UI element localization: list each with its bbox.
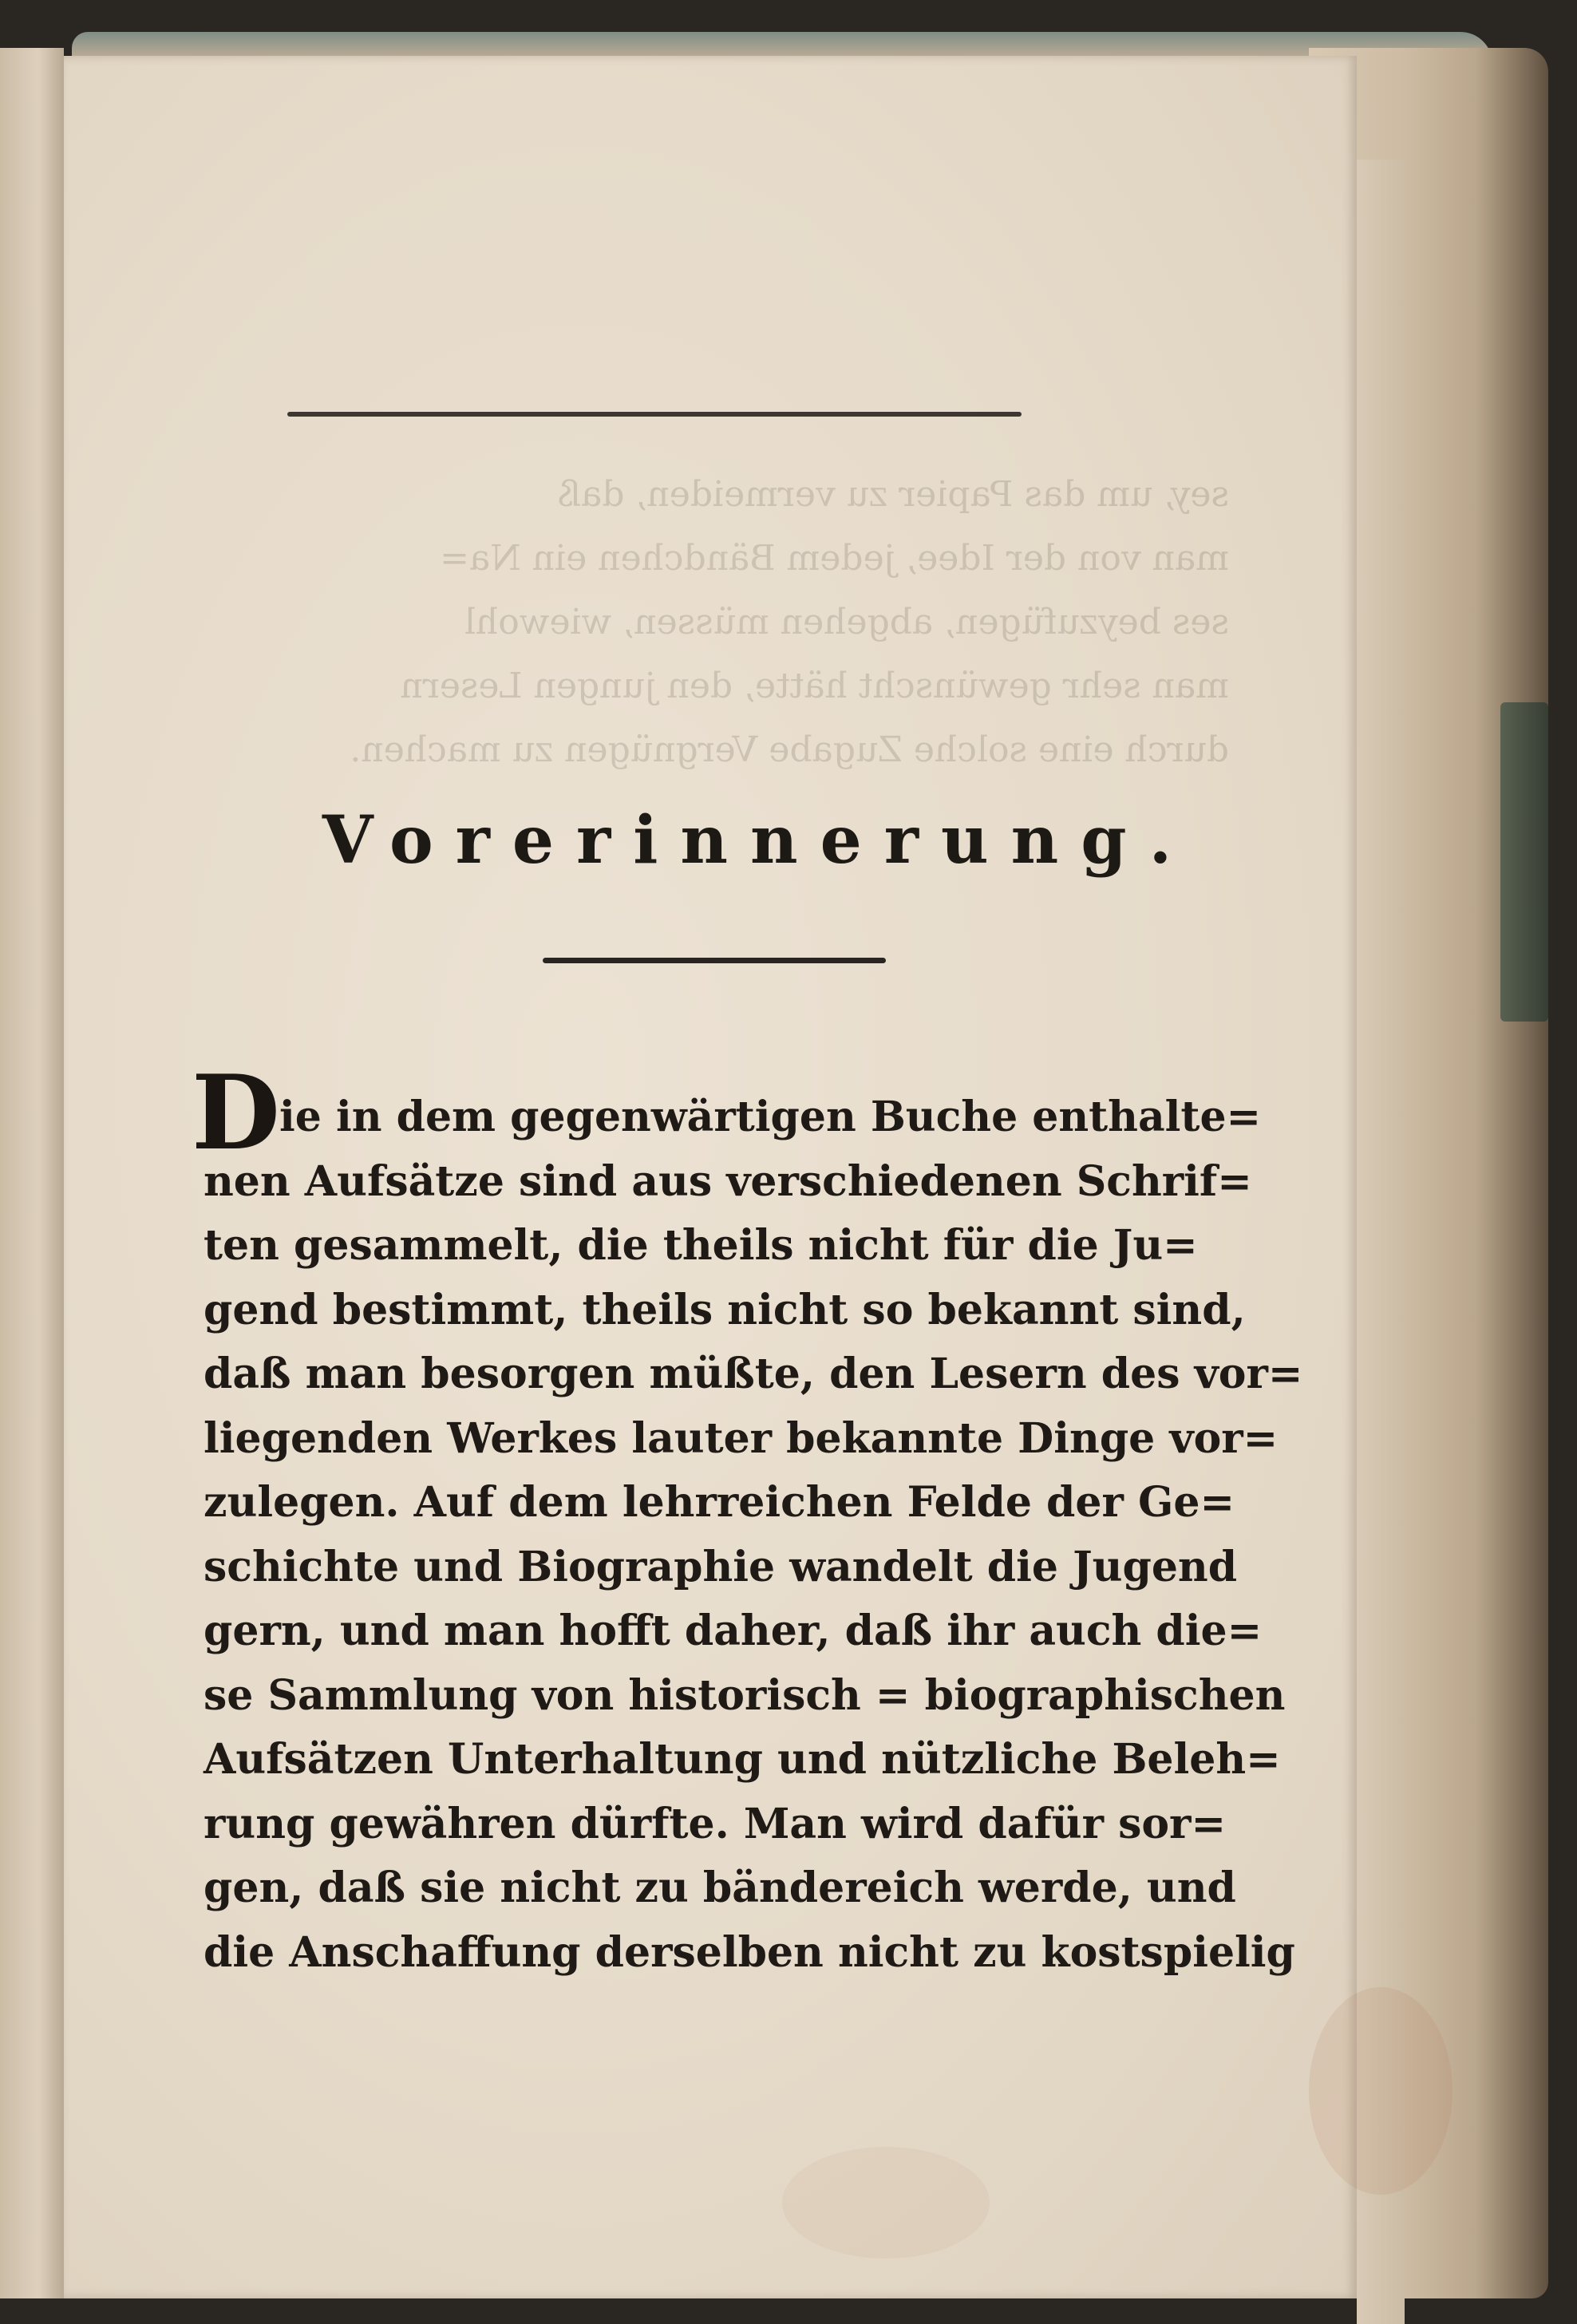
text-line: zulegen. Auf dem lehrreichen Felde der Ge=: [204, 1478, 1235, 1527]
text-line: liegenden Werkes lauter bekannte Dinge vor=: [204, 1413, 1279, 1463]
text-line: daß man besorgen müßte, den Lesern des vor=: [204, 1350, 1303, 1398]
page-title: Vorerinnerung.: [322, 802, 1195, 879]
title-rule: [543, 958, 886, 963]
bleed-line: man sehr gewünscht hätte, den jungen Lesern: [400, 666, 1229, 706]
paper-stain: [782, 2147, 990, 2259]
text-line: se Sammlung von historisch = biographischen: [204, 1670, 1286, 1720]
text-line: Aufsätzen Unterhaltung und nützliche Beleh=: [204, 1735, 1281, 1784]
binding-edge: [1500, 702, 1548, 1022]
left-page-edge: [0, 48, 64, 2298]
text-line: schichte und Biographie wandelt die Jugend: [204, 1542, 1238, 1591]
bleed-line: man von der Idee, jedem Bändchen ein Na=: [440, 538, 1229, 579]
text-line: [204, 1085, 1262, 1150]
text-line: die Anschaffung derselben nicht zu kostspielig: [204, 1927, 1295, 1977]
header-rule: [287, 412, 1022, 417]
bleed-line: sey, um das Papier zu vermeiden, daß: [557, 474, 1229, 515]
body-text: [204, 1085, 1303, 1985]
paper-stain: [1309, 1987, 1452, 2195]
bleed-line: durch eine solche Zugabe Vergnügen zu machen.: [350, 729, 1229, 770]
text-line: ten gesammelt, die theils nicht für die Ju=: [204, 1221, 1198, 1270]
text-line: rung gewähren dürfte. Man wird dafür sor=: [204, 1799, 1227, 1848]
text-line: gend bestimmt, theils nicht so bekannt sind,: [204, 1285, 1246, 1334]
text-line: nen Aufsätze sind aus verschiedenen Schrif=: [204, 1156, 1252, 1206]
text-line: gen, daß sie nicht zu bändereich werde, und: [204, 1864, 1236, 1912]
text-line-content: ie in dem gegenwärtigen Buche enthalte=: [279, 1093, 1262, 1141]
bleed-line: ses beyzufügen, abgehen müssen, wiewohl: [464, 602, 1229, 642]
bleed-through-text: [223, 463, 1229, 782]
book-page: [64, 56, 1357, 2298]
text-line: gern, und man hofft daher, daß ihr auch die=: [204, 1607, 1263, 1655]
drop-cap: D: [192, 1053, 280, 1173]
